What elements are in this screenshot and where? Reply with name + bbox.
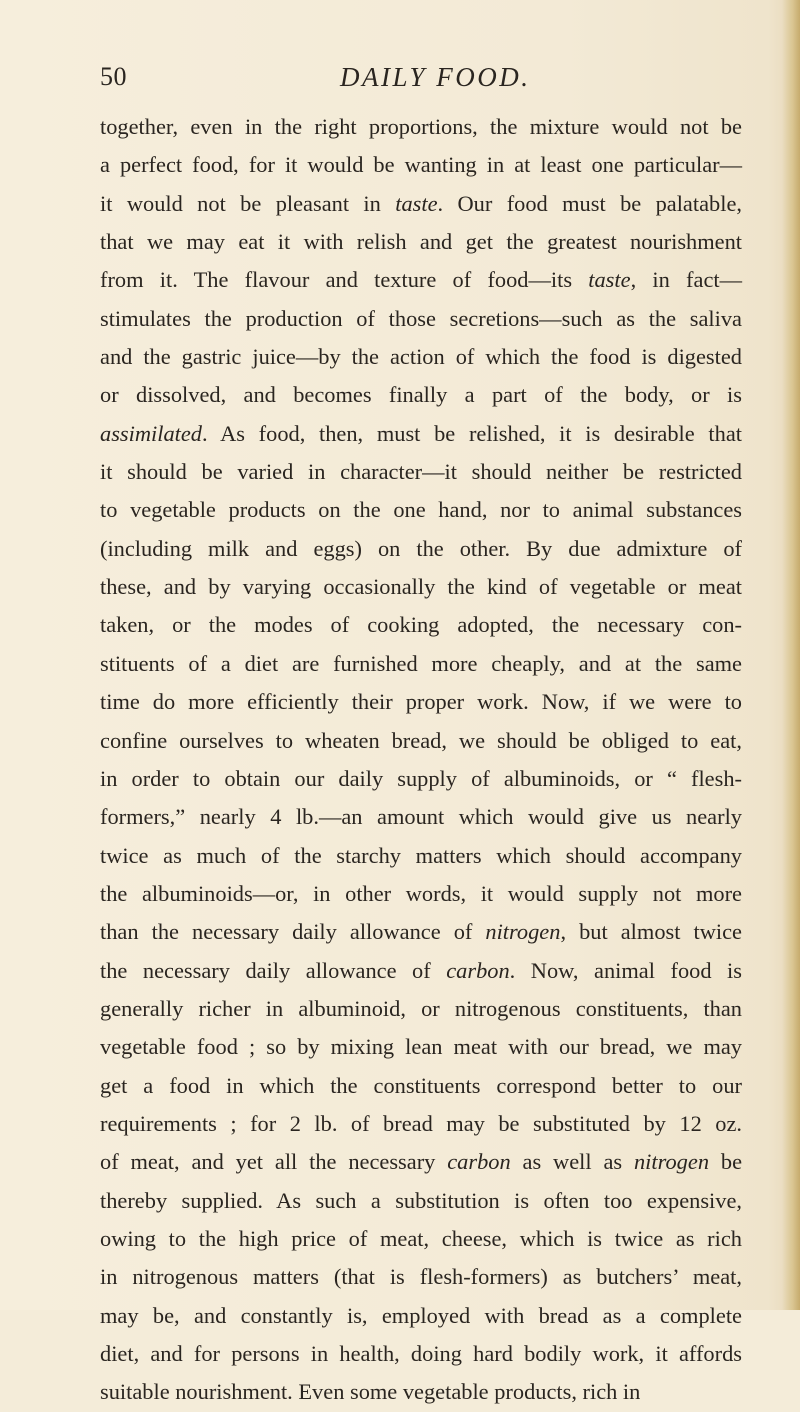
text-line: in nitrogenous matters (that is flesh-formers) as butchers’ meat, <box>100 1264 742 1290</box>
page-header <box>100 62 750 102</box>
text-line: suitable nourishment. Even some vegetable products, rich in <box>100 1379 641 1405</box>
text-line: to vegetable products on the one hand, nor to animal substances <box>100 497 742 523</box>
text-line: that we may eat it with relish and get the greatest nourishment <box>100 229 742 255</box>
text-line: stimulates the production of those secretions—such as the saliva <box>100 305 742 331</box>
running-head: DAILY FOOD. <box>340 62 531 92</box>
text-line: (including milk and eggs) on the other. By due admixture of <box>100 535 742 561</box>
text-line: formers,” nearly 4 lb.—an amount which would give us nearly <box>100 804 742 830</box>
text-line: and the gastric juice—by the action of which the food is digested <box>100 344 742 370</box>
page-edge-shadow <box>782 0 800 1310</box>
text-line: of meat, and yet all the necessary carbon as well as nitrogen be <box>100 1149 743 1175</box>
text-line: twice as much of the starchy matters which should accompany <box>100 842 742 868</box>
text-line: confine ourselves to wheaten bread, we should be obliged to eat, <box>100 727 742 753</box>
text-line: from it. The flavour and texture of food—its taste, in fact— <box>100 267 742 293</box>
text-line: the necessary daily allowance of carbon. Now, animal food is <box>100 957 742 983</box>
text-line: these, and by varying occasionally the kind of vegetable or meat <box>100 574 742 600</box>
text-line: assimilated. As food, then, must be relished, it is desirable that <box>100 420 742 446</box>
text-line: together, even in the right proportions, the mixture would not be <box>100 114 742 139</box>
text-line: than the necessary daily allowance of nitrogen, but almost twice <box>100 919 742 945</box>
text-line: requirements ; for 2 lb. of bread may be substituted by 12 oz. <box>100 1110 742 1136</box>
text-line: time do more efficiently their proper work. Now, if we were to <box>100 689 742 715</box>
text-line: diet, and for persons in health, doing hard bodily work, it affords <box>100 1341 742 1366</box>
text-line: in order to obtain our daily supply of albuminoids, or “ flesh- <box>100 765 742 791</box>
text-line: may be, and constantly is, employed with bread as a complete <box>100 1302 742 1328</box>
text-line: or dissolved, and becomes finally a part of the body, or is <box>100 382 742 408</box>
text-line: vegetable food ; so by mixing lean meat with our bread, we may <box>100 1034 742 1060</box>
text-line: a perfect food, for it would be wanting in at least one particular— <box>100 152 742 178</box>
text-line: stituents of a diet are furnished more cheaply, and at the same <box>100 650 742 676</box>
text-line: taken, or the modes of cooking adopted, the necessary con- <box>100 612 742 638</box>
text-line: owing to the high price of meat, cheese, which is twice as rich <box>100 1225 742 1251</box>
body-text <box>100 108 742 1412</box>
text-line: the albuminoids—or, in other words, it would supply not more <box>100 880 742 906</box>
text-line: it should be varied in character—it should neither be restricted <box>100 459 742 485</box>
text-line: get a food in which the constituents correspond better to our <box>100 1072 742 1098</box>
text-line: generally richer in albuminoid, or nitrogenous constituents, than <box>100 995 742 1021</box>
text-line: thereby supplied. As such a substitution is often too expensive, <box>100 1187 742 1213</box>
text-line: it would not be pleasant in taste. Our food must be palatable, <box>100 190 742 216</box>
page-number: 50 <box>100 62 127 91</box>
